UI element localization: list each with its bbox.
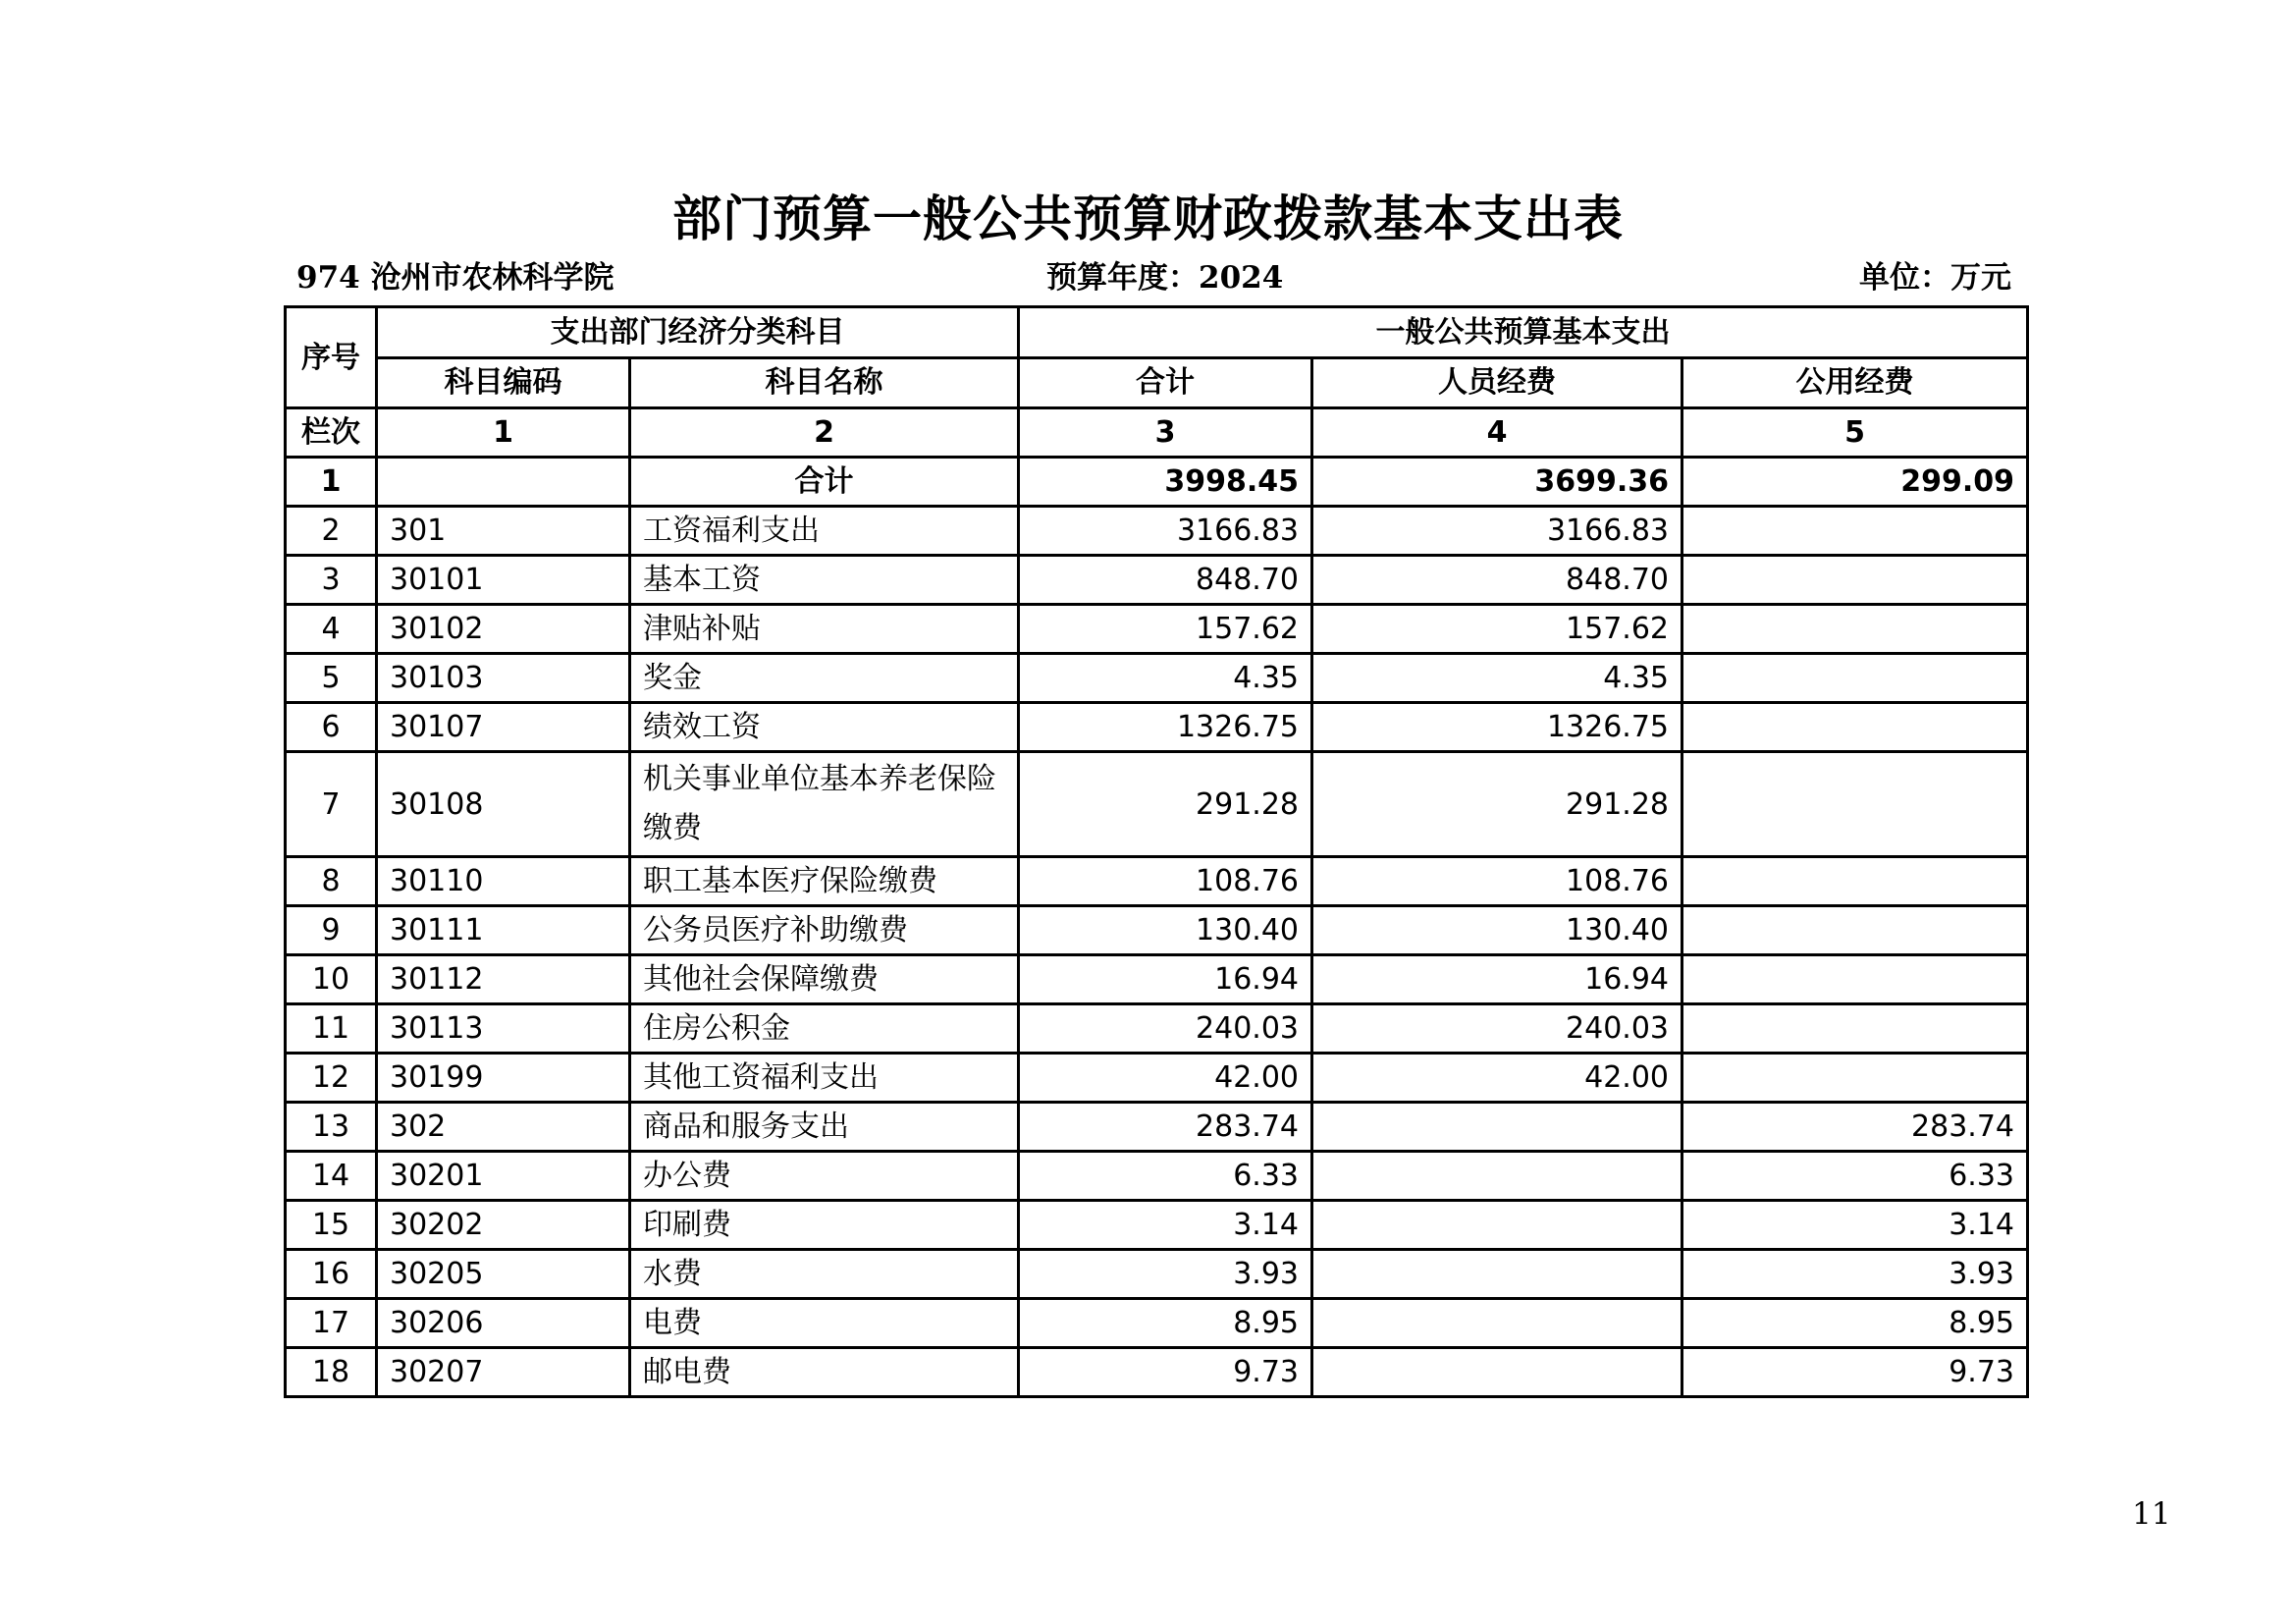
row-personnel: 848.70	[1312, 556, 1682, 605]
row-code: 30107	[377, 703, 630, 752]
header-row-group	[286, 307, 2028, 358]
row-total: 4.35	[1019, 654, 1312, 703]
row-name: 其他社会保障缴费	[630, 955, 1019, 1004]
row-code: 30207	[377, 1348, 630, 1397]
column-index-1: 1	[377, 408, 630, 458]
table-row	[286, 906, 2028, 955]
row-total: 157.62	[1019, 605, 1312, 654]
row-total: 3.93	[1019, 1250, 1312, 1299]
row-code: 30111	[377, 906, 630, 955]
table-row	[286, 857, 2028, 906]
row-code: 30205	[377, 1250, 630, 1299]
column-index-4: 4	[1312, 408, 1682, 458]
row-seq: 5	[286, 654, 377, 703]
row-code: 302	[377, 1103, 630, 1152]
row-total: 42.00	[1019, 1054, 1312, 1103]
row-code: 30202	[377, 1201, 630, 1250]
row-code: 30113	[377, 1004, 630, 1054]
table-row	[286, 1152, 2028, 1201]
table-row	[286, 1250, 2028, 1299]
row-public	[1682, 857, 2028, 906]
row-total: 3166.83	[1019, 507, 1312, 556]
row-total: 3998.45	[1019, 458, 1312, 507]
page-title: 部门预算一般公共预算财政拨款基本支出表	[672, 189, 1624, 247]
table-row	[286, 1348, 2028, 1397]
page-number: 11	[2132, 1496, 2171, 1532]
row-total: 130.40	[1019, 906, 1312, 955]
organization-label: 974 沧州市农林科学院	[296, 260, 614, 296]
row-personnel: 130.40	[1312, 906, 1682, 955]
table-row	[286, 1201, 2028, 1250]
row-name: 基本工资	[630, 556, 1019, 605]
row-code: 30101	[377, 556, 630, 605]
row-personnel	[1312, 1201, 1682, 1250]
row-public	[1682, 906, 2028, 955]
row-code	[377, 458, 630, 507]
table-row	[286, 605, 2028, 654]
row-public: 3.14	[1682, 1201, 2028, 1250]
row-personnel: 157.62	[1312, 605, 1682, 654]
table-row	[286, 1054, 2028, 1103]
row-public: 283.74	[1682, 1103, 2028, 1152]
row-code: 30108	[377, 752, 630, 857]
row-name: 公务员医疗补助缴费	[630, 906, 1019, 955]
row-seq: 9	[286, 906, 377, 955]
row-seq: 15	[286, 1201, 377, 1250]
row-total: 9.73	[1019, 1348, 1312, 1397]
column-index-2: 2	[630, 408, 1019, 458]
row-total: 848.70	[1019, 556, 1312, 605]
row-personnel: 3699.36	[1312, 458, 1682, 507]
table-row	[286, 654, 2028, 703]
row-name: 邮电费	[630, 1348, 1019, 1397]
row-seq: 14	[286, 1152, 377, 1201]
row-name: 印刷费	[630, 1201, 1019, 1250]
row-public: 299.09	[1682, 458, 2028, 507]
table-row	[286, 1004, 2028, 1054]
header-public: 公用经费	[1682, 357, 2028, 408]
budget-table	[284, 305, 2029, 1398]
row-personnel: 42.00	[1312, 1054, 1682, 1103]
row-code: 30103	[377, 654, 630, 703]
header-code: 科目编码	[377, 357, 630, 408]
row-personnel	[1312, 1152, 1682, 1201]
row-total: 240.03	[1019, 1004, 1312, 1054]
table-row	[286, 507, 2028, 556]
row-name: 电费	[630, 1299, 1019, 1348]
table-row	[286, 955, 2028, 1004]
row-seq: 10	[286, 955, 377, 1004]
row-seq: 11	[286, 1004, 377, 1054]
row-personnel: 291.28	[1312, 752, 1682, 857]
row-total: 16.94	[1019, 955, 1312, 1004]
row-name: 商品和服务支出	[630, 1103, 1019, 1152]
row-seq: 18	[286, 1348, 377, 1397]
header-row-columns	[286, 357, 2028, 408]
row-public	[1682, 1054, 2028, 1103]
row-total: 3.14	[1019, 1201, 1312, 1250]
header-personnel: 人员经费	[1312, 357, 1682, 408]
row-name: 绩效工资	[630, 703, 1019, 752]
row-name: 奖金	[630, 654, 1019, 703]
row-code: 30102	[377, 605, 630, 654]
unit-label: 单位：万元	[1859, 260, 2011, 296]
header-name: 科目名称	[630, 357, 1019, 408]
row-name: 津贴补贴	[630, 605, 1019, 654]
row-personnel: 3166.83	[1312, 507, 1682, 556]
row-personnel	[1312, 1348, 1682, 1397]
row-name: 住房公积金	[630, 1004, 1019, 1054]
row-seq: 2	[286, 507, 377, 556]
column-index-row	[286, 408, 2028, 458]
row-public	[1682, 556, 2028, 605]
column-index-label: 栏次	[286, 408, 377, 458]
row-public	[1682, 507, 2028, 556]
row-public	[1682, 605, 2028, 654]
row-name: 水费	[630, 1250, 1019, 1299]
row-seq: 3	[286, 556, 377, 605]
row-total: 291.28	[1019, 752, 1312, 857]
row-seq: 16	[286, 1250, 377, 1299]
row-seq: 7	[286, 752, 377, 857]
row-total: 1326.75	[1019, 703, 1312, 752]
table-row	[286, 752, 2028, 857]
row-personnel	[1312, 1103, 1682, 1152]
row-public	[1682, 1004, 2028, 1054]
row-public	[1682, 955, 2028, 1004]
row-code: 30201	[377, 1152, 630, 1201]
header-group-classification: 支出部门经济分类科目	[377, 307, 1019, 358]
row-seq: 13	[286, 1103, 377, 1152]
row-seq: 17	[286, 1299, 377, 1348]
row-personnel: 1326.75	[1312, 703, 1682, 752]
row-personnel: 16.94	[1312, 955, 1682, 1004]
row-personnel	[1312, 1299, 1682, 1348]
row-seq: 1	[286, 458, 377, 507]
row-personnel: 4.35	[1312, 654, 1682, 703]
row-total: 8.95	[1019, 1299, 1312, 1348]
table-row	[286, 1103, 2028, 1152]
row-seq: 6	[286, 703, 377, 752]
row-code: 30112	[377, 955, 630, 1004]
row-public: 8.95	[1682, 1299, 2028, 1348]
row-seq: 4	[286, 605, 377, 654]
row-public	[1682, 654, 2028, 703]
row-public: 6.33	[1682, 1152, 2028, 1201]
row-code: 30206	[377, 1299, 630, 1348]
row-code: 30199	[377, 1054, 630, 1103]
header-seq: 序号	[286, 307, 377, 408]
row-name: 其他工资福利支出	[630, 1054, 1019, 1103]
row-total: 283.74	[1019, 1103, 1312, 1152]
column-index-3: 3	[1019, 408, 1312, 458]
row-public: 9.73	[1682, 1348, 2028, 1397]
row-name: 工资福利支出	[630, 507, 1019, 556]
row-name: 职工基本医疗保险缴费	[630, 857, 1019, 906]
row-public: 3.93	[1682, 1250, 2028, 1299]
row-code: 30110	[377, 857, 630, 906]
row-seq: 12	[286, 1054, 377, 1103]
row-seq: 8	[286, 857, 377, 906]
row-name: 合计	[630, 458, 1019, 507]
row-public	[1682, 752, 2028, 857]
table-row-total	[286, 458, 2028, 507]
row-total: 108.76	[1019, 857, 1312, 906]
header-total: 合计	[1019, 357, 1312, 408]
table-row	[286, 1299, 2028, 1348]
row-public	[1682, 703, 2028, 752]
row-code: 301	[377, 507, 630, 556]
row-name: 办公费	[630, 1152, 1019, 1201]
row-personnel	[1312, 1250, 1682, 1299]
table-row	[286, 703, 2028, 752]
row-personnel: 240.03	[1312, 1004, 1682, 1054]
row-personnel: 108.76	[1312, 857, 1682, 906]
row-name: 机关事业单位基本养老保险缴费	[630, 752, 1019, 857]
table-row	[286, 556, 2028, 605]
budget-year-label: 预算年度：2024	[1046, 260, 1284, 296]
header-group-basic-expenditure: 一般公共预算基本支出	[1019, 307, 2028, 358]
row-total: 6.33	[1019, 1152, 1312, 1201]
column-index-5: 5	[1682, 408, 2028, 458]
